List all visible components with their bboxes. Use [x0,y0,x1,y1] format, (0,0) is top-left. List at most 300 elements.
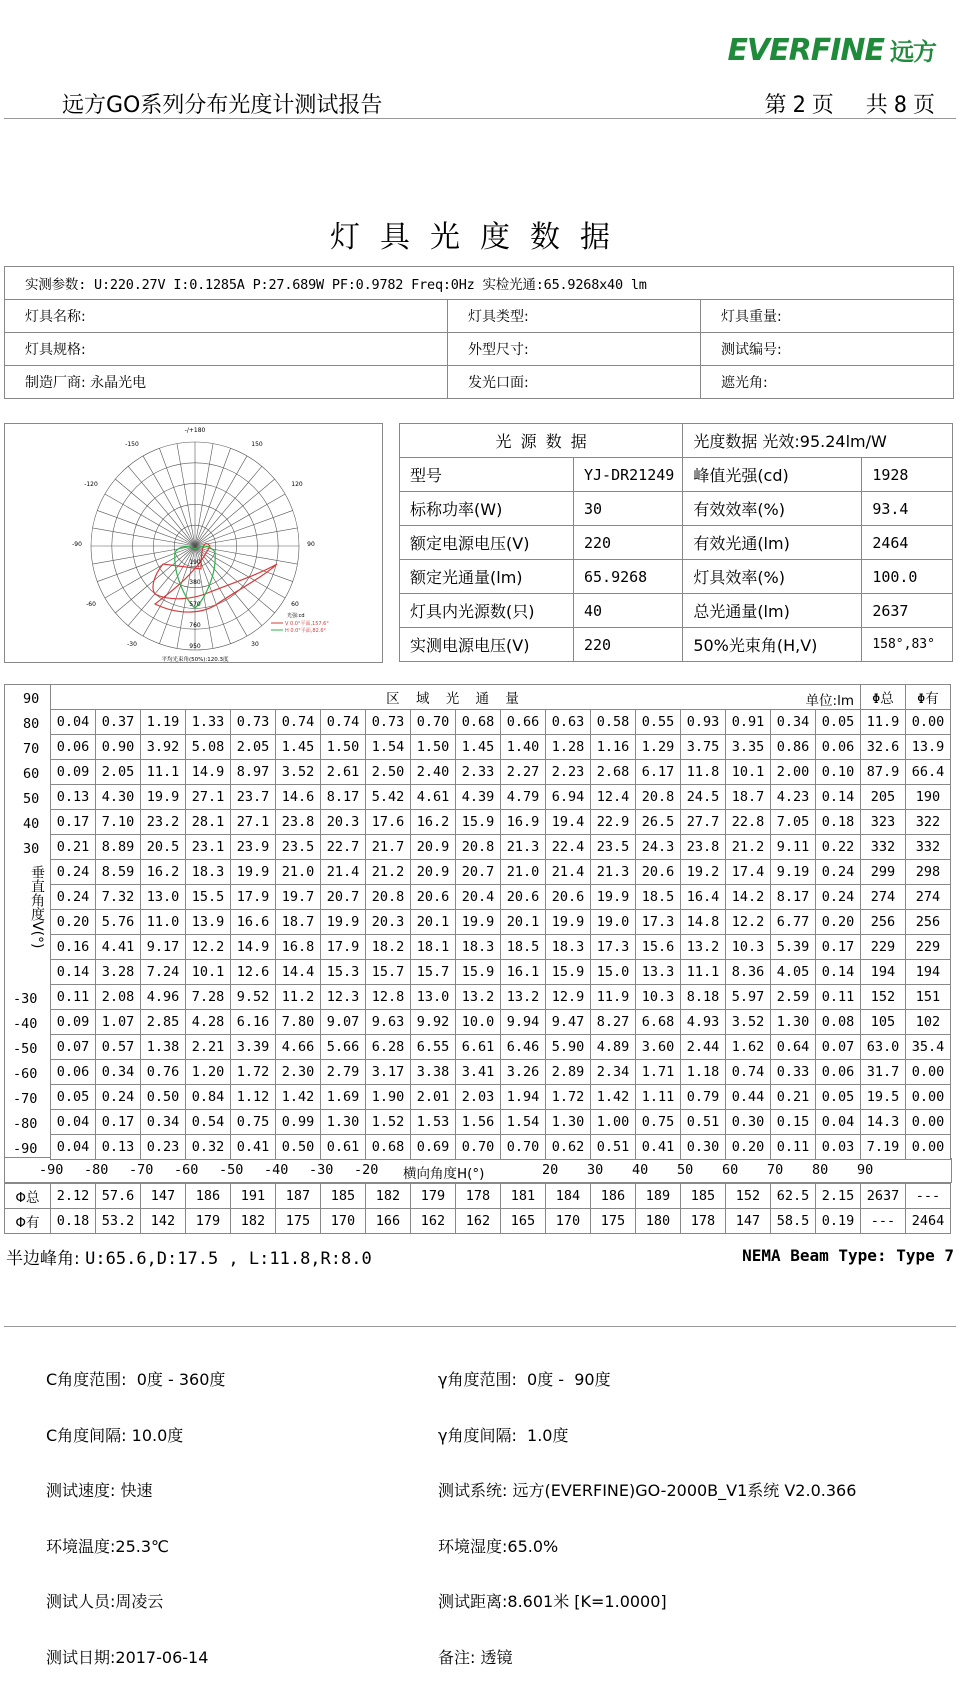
zonal-cell: 5.42 [366,785,411,810]
zonal-cell: 0.34 [96,1060,141,1085]
vertical-tick-label: 30 [23,841,40,857]
zonal-cell: 21.3 [591,860,636,885]
zonal-total-cell: --- [906,1184,951,1209]
vertical-tick-label: -40 [13,1016,38,1032]
horizontal-tick-label: 70 [767,1162,784,1178]
zonal-cell: 229 [861,935,906,960]
zonal-cell: 31.7 [861,1060,906,1085]
zonal-cell: 0.20 [51,910,96,935]
zonal-cell: 0.58 [591,710,636,735]
info-cell: 发光口面: [448,366,701,399]
zonal-cell: 2.05 [96,760,141,785]
zonal-total-cell: 57.6 [96,1184,141,1209]
zonal-totals [4,1183,951,1234]
zonal-cell: 0.68 [456,710,501,735]
zonal-cell: 0.09 [51,1010,96,1035]
zonal-cell: 0.64 [771,1035,816,1060]
table-row [51,735,951,760]
zonal-total-cell: 0.19 [816,1209,861,1234]
zonal-cell: 256 [861,910,906,935]
zonal-cell: 22.4 [546,835,591,860]
zonal-cell: 1.11 [636,1085,681,1110]
zonal-cell: 18.3 [186,860,231,885]
zonal-cell: 0.14 [816,960,861,985]
polar-angle-label: -30 [127,641,137,648]
zonal-title: 区 域 光 通 量 [386,691,525,707]
zonal-total-cell: 2464 [906,1209,951,1234]
zonal-cell: 19.0 [591,910,636,935]
zonal-total-cell: 53.2 [96,1209,141,1234]
photometric-header: 光度数据 光效:95.24lm/W [683,424,953,458]
zonal-cell: 1.38 [141,1035,186,1060]
horizontal-angle-axis [4,1158,952,1183]
zonal-cell: 205 [861,785,906,810]
zonal-cell: 8.27 [591,1010,636,1035]
luminaire-info-table [4,266,954,399]
zonal-cell: 22.7 [321,835,366,860]
zonal-total-cell: 162 [411,1209,456,1234]
zonal-cell: 1.30 [321,1110,366,1135]
zonal-cell: 0.16 [51,935,96,960]
zonal-cell: 5.97 [726,985,771,1010]
zonal-cell: 21.3 [501,835,546,860]
zonal-total-cell: 182 [231,1209,276,1234]
zonal-cell: 11.1 [681,960,726,985]
zonal-cell: 7.05 [771,810,816,835]
footer-line: γ角度范围: 0度 - 90度 [438,1370,611,1389]
zonal-cell: 0.68 [366,1135,411,1160]
zonal-cell: 1.33 [186,710,231,735]
zonal-cell: 21.7 [366,835,411,860]
zonal-cell: 4.41 [96,935,141,960]
zonal-cell: 1.29 [636,735,681,760]
zonal-cell: 4.66 [276,1035,321,1060]
footer-line: 测试速度: 快速 [46,1481,153,1500]
zonal-cell: 0.51 [591,1135,636,1160]
polar-angle-label: -60 [86,601,96,608]
zonal-cell: 8.89 [96,835,141,860]
zonal-cell: 0.21 [51,835,96,860]
zonal-cell: 1.18 [681,1060,726,1085]
zonal-cell: 1.50 [411,735,456,760]
zonal-cell: 0.75 [231,1110,276,1135]
zonal-cell: 23.1 [186,835,231,860]
zonal-cell: 5.66 [321,1035,366,1060]
zonal-cell: 0.07 [816,1035,861,1060]
zonal-cell: 1.00 [591,1110,636,1135]
zonal-grid [50,684,951,1160]
zonal-cell: 19.9 [321,910,366,935]
zonal-cell: 20.7 [456,860,501,885]
horizontal-tick-label: -20 [354,1162,379,1178]
horizontal-tick-label: -80 [84,1162,109,1178]
zonal-cell: 2.05 [231,735,276,760]
zonal-cell: 6.77 [771,910,816,935]
everfine-logo: EVERFINE 远方 [727,33,936,68]
zonal-cell: 12.4 [591,785,636,810]
vertical-tick-label: -60 [13,1066,38,1082]
vertical-tick-label: -80 [13,1116,38,1132]
horizontal-tick-label: 20 [542,1162,559,1178]
zonal-cell: 16.2 [141,860,186,885]
zonal-total-cell: 178 [681,1209,726,1234]
zonal-cell: 11.1 [141,760,186,785]
zonal-cell: 0.86 [771,735,816,760]
zonal-cell: 0.13 [51,785,96,810]
zonal-cell: 20.3 [366,910,411,935]
zonal-total-cell: Φ总 [5,1184,51,1209]
zonal-cell: 1.42 [276,1085,321,1110]
zonal-cell: 0.24 [51,860,96,885]
zonal-total-cell: 175 [276,1209,321,1234]
zonal-cell: 0.24 [51,885,96,910]
zonal-cell: 8.18 [681,985,726,1010]
zonal-cell: 3.41 [456,1060,501,1085]
zonal-total-cell: 142 [141,1209,186,1234]
zonal-cell: 15.9 [456,960,501,985]
zonal-cell: 20.8 [636,785,681,810]
zonal-cell: 5.76 [96,910,141,935]
zonal-cell: 0.90 [96,735,141,760]
zonal-cell: 0.34 [771,710,816,735]
zonal-cell: 4.05 [771,960,816,985]
zonal-cell: 0.06 [51,1060,96,1085]
spec-label: 额定光通量(lm) [400,560,574,594]
table-row [51,1085,951,1110]
zonal-total-cell: 191 [231,1184,276,1209]
zonal-cell: 6.94 [546,785,591,810]
zonal-cell: 13.3 [636,960,681,985]
zonal-cell: 0.11 [51,985,96,1010]
zonal-cell: 3.38 [411,1060,456,1085]
vertical-tick-label: -30 [13,991,38,1007]
table-row [51,835,951,860]
zonal-cell: 87.9 [861,760,906,785]
report-title: 远方GO系列分布光度计测试报告 [62,93,383,118]
polar-legend-title: 光强:cd [287,613,305,619]
zonal-total-cell: 181 [501,1184,546,1209]
zonal-cell: 6.46 [501,1035,546,1060]
zonal-cell: 0.18 [816,810,861,835]
footer-line: 测试日期:2017-06-14 [46,1647,209,1667]
zonal-cell: 0.66 [501,710,546,735]
zonal-cell: 0.69 [411,1135,456,1160]
horizontal-tick-label: -30 [309,1162,334,1178]
zonal-cell: 8.59 [96,860,141,885]
zonal-cell: 2.85 [141,1010,186,1035]
zonal-cell: 23.8 [681,835,726,860]
zonal-cell: 2.34 [591,1060,636,1085]
info-cell: 灯具重量: [701,300,954,333]
spec-value: 40 [574,594,683,628]
horizontal-axis-title: 横向角度H(°) [403,1166,485,1182]
zonal-cell: 12.9 [546,985,591,1010]
zonal-cell: 2.44 [681,1035,726,1060]
horizontal-tick-label: 60 [722,1162,739,1178]
total-row [5,1184,951,1209]
zonal-cell: 0.08 [816,1010,861,1035]
zonal-cell: 23.9 [231,835,276,860]
info-cell: 测试编号: [701,333,954,366]
zonal-cell: 0.04 [51,1110,96,1135]
zonal-cell: 20.1 [411,910,456,935]
zonal-cell: 4.79 [501,785,546,810]
zonal-cell: 299 [861,860,906,885]
zonal-cell: 20.9 [411,835,456,860]
zonal-cell: 8.97 [231,760,276,785]
zonal-cell: 12.2 [186,935,231,960]
zonal-cell: 1.40 [501,735,546,760]
footer-line: 环境湿度:65.0% [438,1536,559,1556]
vertical-tick-label: 60 [23,766,40,782]
effective-row [5,1209,951,1234]
polar-angle-label: 90 [307,541,315,548]
zonal-cell: 0.17 [96,1110,141,1135]
horizontal-tick-label: -40 [264,1162,289,1178]
zonal-cell: 322 [906,810,951,835]
zonal-cell: 16.8 [276,935,321,960]
zonal-cell: 27.1 [186,785,231,810]
zonal-cell: 0.04 [51,1135,96,1160]
zonal-total-cell: 175 [591,1209,636,1234]
zonal-cell: 10.0 [456,1010,501,1035]
polar-ring-label: 380 [189,579,201,586]
zonal-cell: 20.8 [456,835,501,860]
zonal-cell: 1.16 [591,735,636,760]
zonal-cell: 9.19 [771,860,816,885]
table-row [51,935,951,960]
zonal-cell: 3.52 [276,760,321,785]
half-peak-angles: 半边峰角: U:65.6,D:17.5 , L:11.8,R:8.0 [6,1249,372,1269]
zonal-cell: 21.0 [276,860,321,885]
zonal-cell: 0.50 [276,1135,321,1160]
vertical-tick-label: 70 [23,741,40,757]
zonal-cell: 15.9 [456,810,501,835]
zonal-cell: 12.2 [726,910,771,935]
zonal-total-cell: 58.5 [771,1209,816,1234]
zonal-cell: 0.44 [726,1085,771,1110]
zonal-cell: 0.20 [726,1135,771,1160]
table-row [51,860,951,885]
zonal-cell: 23.8 [276,810,321,835]
zonal-cell: 151 [906,985,951,1010]
zonal-cell: 1.42 [591,1085,636,1110]
zonal-cell: 63.0 [861,1035,906,1060]
zonal-cell: 4.23 [771,785,816,810]
zonal-cell: 18.3 [546,935,591,960]
zonal-cell: 1.50 [321,735,366,760]
zonal-cell: 28.1 [186,810,231,835]
table-row [51,1110,951,1135]
zonal-total-cell: 147 [726,1209,771,1234]
info-cell: 灯具类型: [448,300,701,333]
zonal-cell: 17.9 [321,935,366,960]
zonal-cell: 15.7 [411,960,456,985]
polar-ring-label: 570 [189,601,201,608]
zonal-cell: 323 [861,810,906,835]
spec-label: 灯具效率(%) [683,560,862,594]
zonal-cell: 21.0 [501,860,546,885]
zonal-cell: 13.0 [411,985,456,1010]
spec-label: 实测电源电压(V) [400,628,574,662]
zonal-cell: 13.2 [681,935,726,960]
zonal-cell: 18.7 [276,910,321,935]
zonal-cell: 3.75 [681,735,726,760]
info-cell: 灯具规格: [5,333,448,366]
zonal-cell: 1.12 [231,1085,276,1110]
zonal-title-cell [51,685,861,710]
zonal-cell: 0.51 [681,1110,726,1135]
zonal-cell: 4.89 [591,1035,636,1060]
zonal-cell: 19.2 [681,860,726,885]
zonal-cell: 13.2 [501,985,546,1010]
zonal-cell: 152 [861,985,906,1010]
zonal-cell: 11.0 [141,910,186,935]
zonal-cell: 0.63 [546,710,591,735]
zonal-cell: 11.8 [681,760,726,785]
zonal-cell: 194 [906,960,951,985]
zonal-total-cell: 0.18 [51,1209,96,1234]
zonal-cell: 194 [861,960,906,985]
zonal-cell: 0.54 [186,1110,231,1135]
zonal-cell: 0.73 [231,710,276,735]
zonal-cell: 21.4 [546,860,591,885]
zonal-total-cell: 185 [321,1184,366,1209]
zonal-total-cell: 2.12 [51,1184,96,1209]
zonal-cell: 1.30 [546,1110,591,1135]
zonal-cell: 18.5 [501,935,546,960]
footer-line: 测试系统: 远方(EVERFINE)GO-2000B_V1系统 V2.0.366 [438,1481,857,1500]
zonal-total-cell: --- [861,1209,906,1234]
zonal-cell: 19.9 [231,860,276,885]
table-row [51,760,951,785]
polar-angle-label: 60 [291,601,299,608]
zonal-cell: 0.74 [276,710,321,735]
zonal-cell: 26.5 [636,810,681,835]
zonal-cell: 1.71 [636,1060,681,1085]
zonal-cell: 2.01 [411,1085,456,1110]
zonal-cell: 21.2 [366,860,411,885]
zonal-cell: 1.54 [501,1110,546,1135]
zonal-cell: 11.2 [276,985,321,1010]
zonal-cell: 15.3 [321,960,366,985]
zonal-cell: 1.72 [546,1085,591,1110]
zonal-cell: 5.39 [771,935,816,960]
polar-angle-label: 150 [251,441,263,448]
zonal-total-cell: 187 [276,1184,321,1209]
zonal-cell: 2.30 [276,1060,321,1085]
polar-top-label: -/+180 [184,427,206,434]
zonal-cell: 13.9 [906,735,951,760]
zonal-cell: 0.11 [816,985,861,1010]
zonal-cell: 14.9 [231,935,276,960]
zonal-cell: 14.8 [681,910,726,935]
polar-ring-label: 950 [189,643,201,650]
zonal-cell: 27.7 [681,810,726,835]
zonal-cell: 15.6 [636,935,681,960]
zonal-cell: 9.92 [411,1010,456,1035]
zonal-cell: 1.56 [456,1110,501,1135]
zonal-cell: 7.24 [141,960,186,985]
spec-label: 有效效率(%) [683,492,862,526]
nema-beam-type: NEMA Beam Type: Type 7 [742,1246,954,1265]
zonal-cell: 0.30 [681,1135,726,1160]
zonal-total-cell: 179 [186,1209,231,1234]
table-row [51,1010,951,1035]
zonal-cell: 14.9 [186,760,231,785]
spec-value: 220 [574,526,683,560]
zonal-cell: 0.00 [906,1085,951,1110]
zonal-total-cell: 152 [726,1184,771,1209]
spec-label: 额定电源电压(V) [400,526,574,560]
footer-line: 环境温度:25.3℃ [46,1536,169,1556]
zonal-cell: 9.47 [546,1010,591,1035]
zonal-cell: 4.39 [456,785,501,810]
zonal-cell: 12.6 [231,960,276,985]
footer-line: γ角度间隔: 1.0度 [438,1425,569,1445]
zonal-total-cell: 179 [411,1184,456,1209]
zonal-cell: 0.11 [771,1135,816,1160]
zonal-cell: 14.3 [861,1110,906,1135]
polar-diagram [4,423,383,663]
zonal-cell: 0.06 [816,735,861,760]
zonal-cell: 12.8 [366,985,411,1010]
horizontal-tick-label: -70 [129,1162,154,1178]
table-row [51,910,951,935]
zonal-cell: 16.1 [501,960,546,985]
zonal-cell: 8.17 [321,785,366,810]
zonal-cell: 0.04 [816,1110,861,1135]
footer-line: C角度间隔: 10.0度 [46,1425,184,1445]
zonal-cell: 0.14 [51,960,96,985]
zonal-cell: 9.17 [141,935,186,960]
zonal-cell: 15.9 [546,960,591,985]
footer-line: C角度范围: 0度 - 360度 [46,1370,226,1389]
zonal-cell: 0.32 [186,1135,231,1160]
zonal-cell: 15.0 [591,960,636,985]
zonal-cell: 19.4 [546,810,591,835]
zonal-cell: 0.04 [51,710,96,735]
zonal-cell: 3.17 [366,1060,411,1085]
zonal-flux-table [4,684,952,1233]
zonal-cell: 18.5 [636,885,681,910]
zonal-cell: 1.07 [96,1010,141,1035]
zonal-cell: 2.00 [771,760,816,785]
zonal-cell: 23.5 [276,835,321,860]
measured-parameters: 实测参数: U:220.27V I:0.1285A P:27.689W PF:0.9782 Freq:0Hz 实检光通:65.9268x40 lm [5,267,954,300]
zonal-cell: 20.3 [321,810,366,835]
zonal-header-phi-total: Φ总 [861,685,906,710]
zonal-cell: 6.16 [231,1010,276,1035]
zonal-total-cell: 162 [456,1209,501,1234]
vertical-tick-label: 90 [23,691,40,707]
zonal-cell: 0.09 [51,760,96,785]
zonal-cell: 20.6 [546,885,591,910]
zonal-total-cell: 170 [546,1209,591,1234]
zonal-cell: 9.63 [366,1010,411,1035]
horizontal-tick-label: -60 [174,1162,199,1178]
info-cell: 遮光角: [701,366,954,399]
polar-legend-v: V 0.0°平面,157.6° [285,621,329,627]
zonal-cell: 0.07 [51,1035,96,1060]
zonal-cell: 20.4 [456,885,501,910]
zonal-cell: 9.52 [231,985,276,1010]
zonal-cell: 0.41 [636,1135,681,1160]
zonal-cell: 10.3 [636,985,681,1010]
zonal-cell: 1.94 [501,1085,546,1110]
vertical-tick-label: 80 [23,716,40,732]
zonal-total-cell: 185 [681,1184,726,1209]
